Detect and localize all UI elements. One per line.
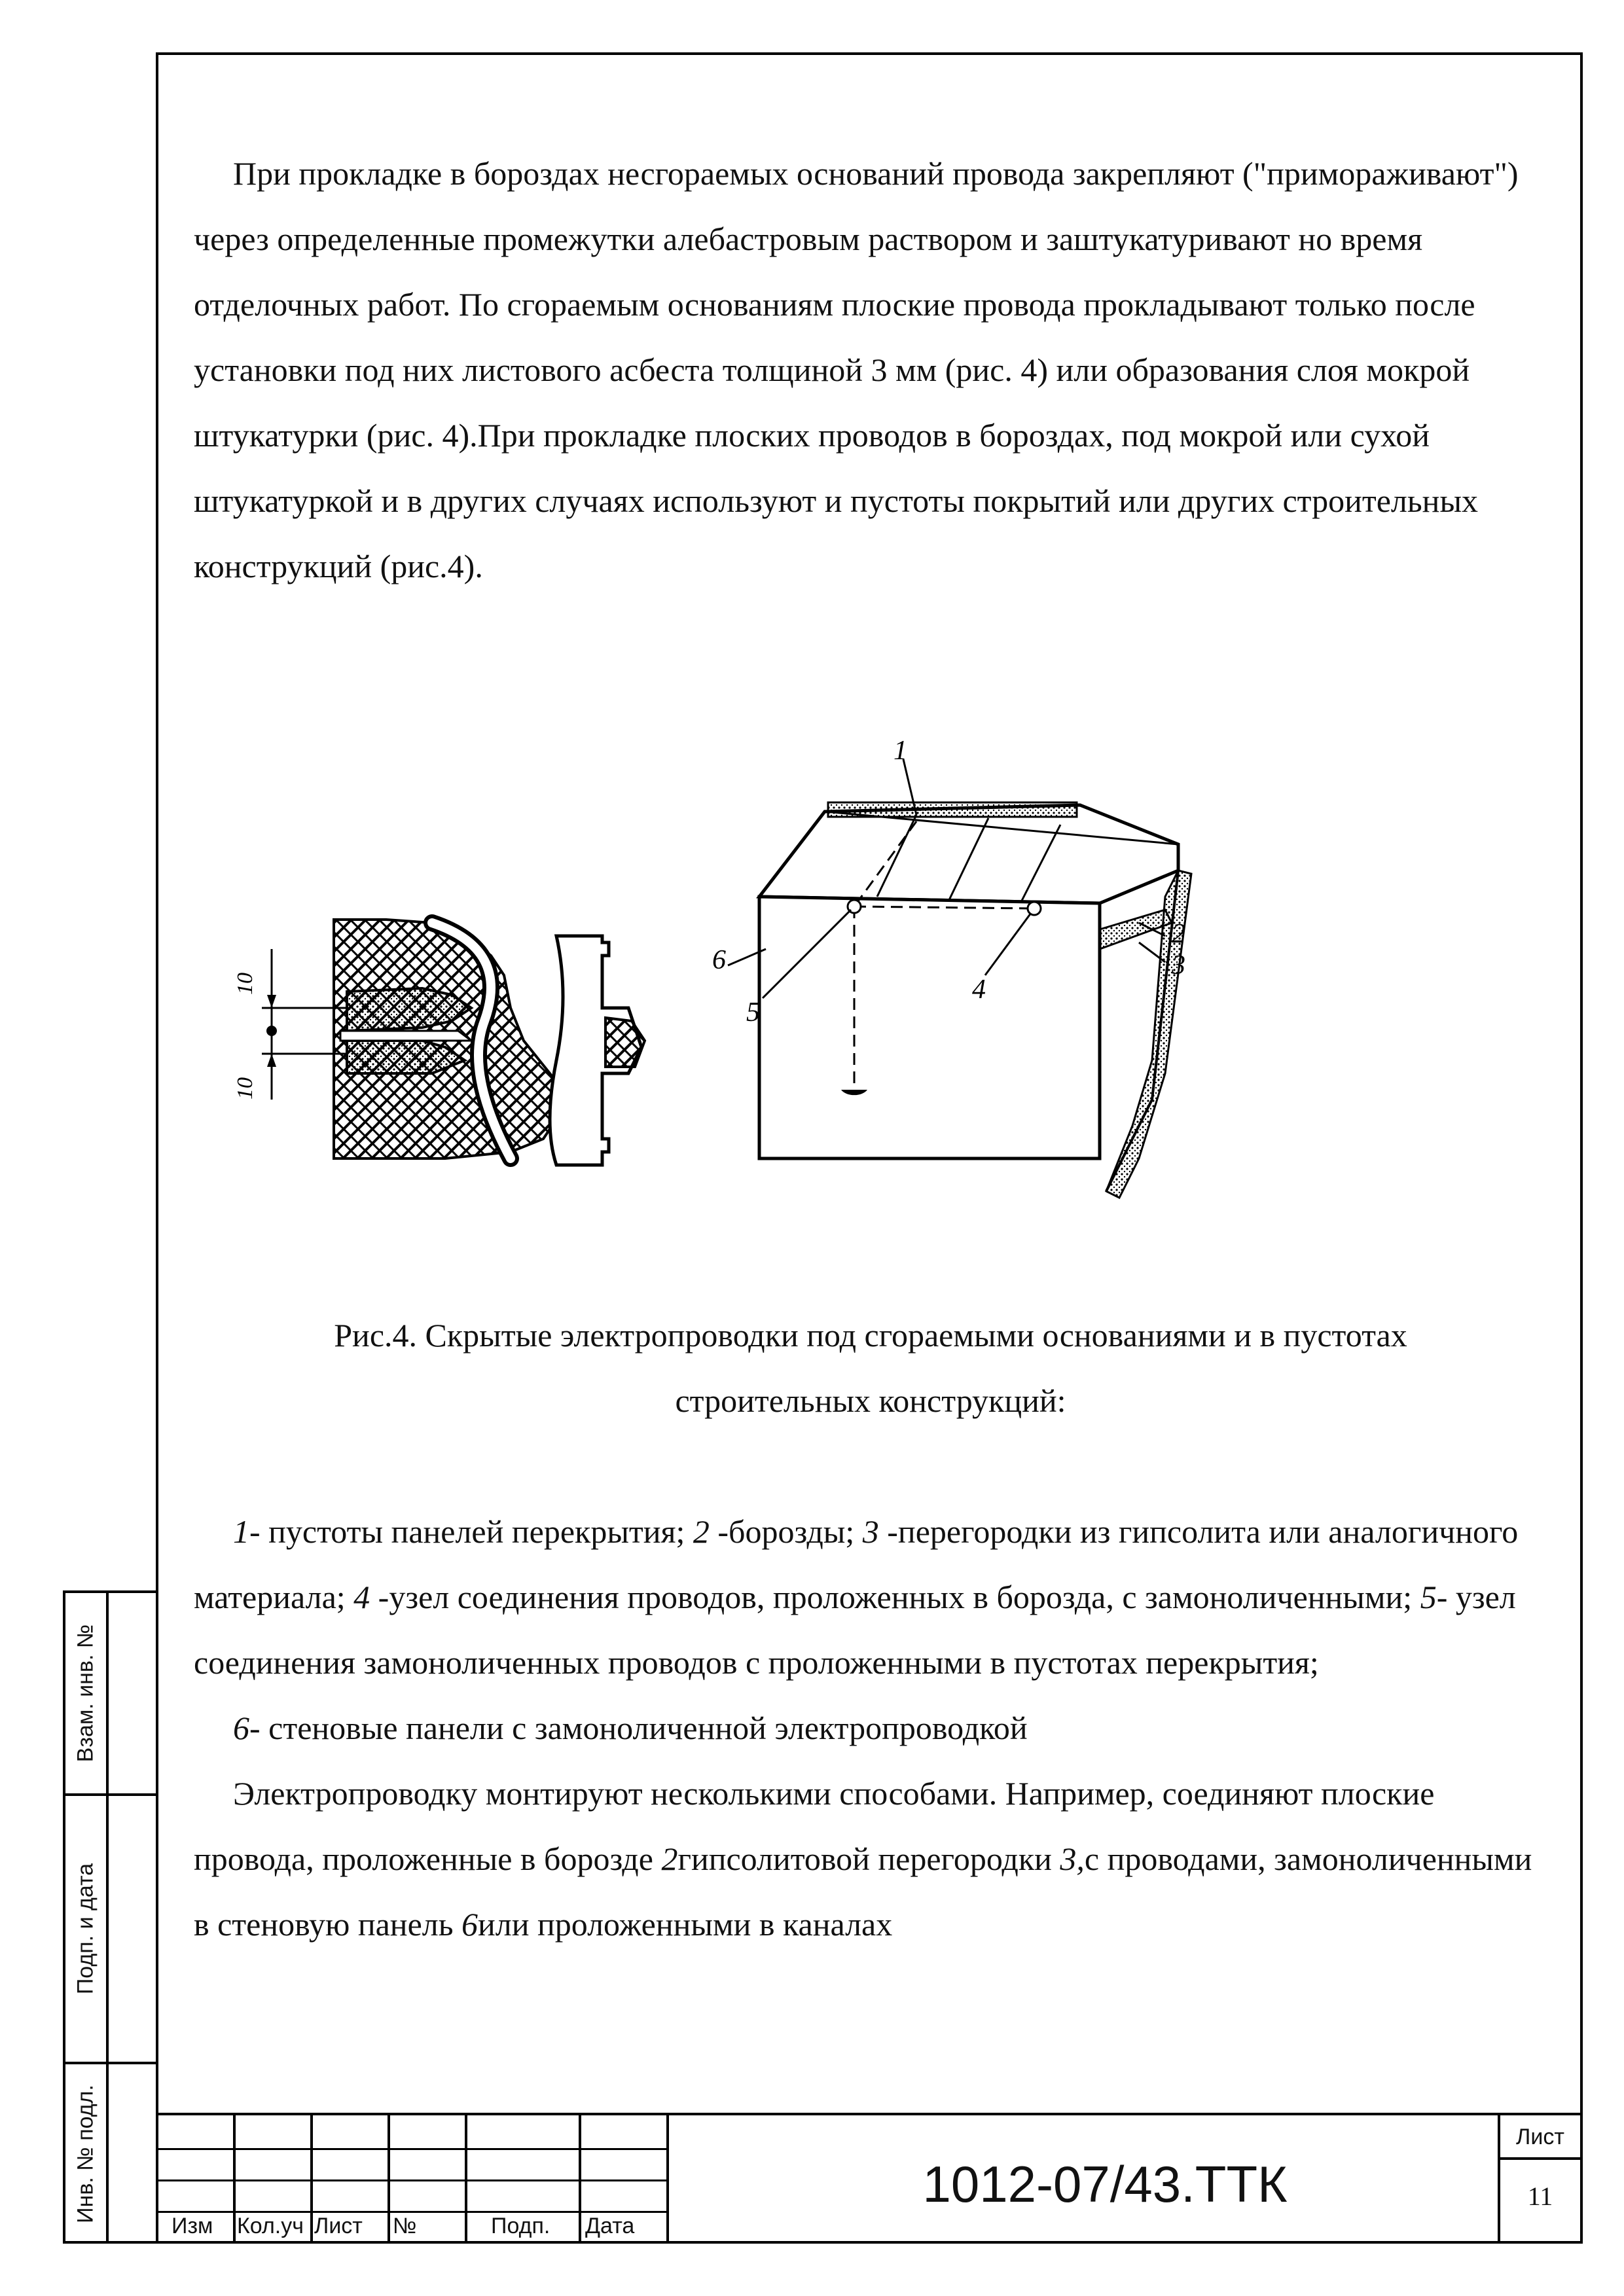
caption-line-2: строительных конструкций:: [675, 1382, 1066, 1419]
title-block: [156, 2113, 1583, 2244]
legend-num-1: 1: [233, 1513, 249, 1550]
side-label-podp: Подп. и дата: [73, 1863, 98, 1995]
figure-legend: [194, 1499, 1542, 1957]
side-label-vzam: Взам. инв. №: [73, 1624, 98, 1763]
legend-items-1-5: [194, 1499, 1542, 1695]
legend-text-4: -узел соединения проводов, проложенных в борозда, с замоноличенными;: [370, 1579, 1420, 1615]
paragraph-2-text-1: Электропроводку монтируют несколькими способами. Например, соединяют плоские провода, проложенные в борозде: [194, 1775, 1435, 1877]
paragraph-2-num-3: 3,: [1060, 1840, 1085, 1877]
fig-label-5: 5: [746, 997, 760, 1028]
caption-line-1: Рис.4. Скрытые электропроводки под сгораемыми основаниями и в пустотах: [334, 1317, 1407, 1354]
connector-box-drawing: [550, 936, 645, 1165]
legend-text-3: -перегородки из гипсолита или аналогичного материала;: [194, 1513, 1519, 1615]
paragraph-1: При прокладке в бороздах несгораемых оснований провода закрепляют ("примораживают") через определенные промежутки алебастровым раствором и заштукатуривают но время отделочных работ. По сгораемым основаниям плоские провода прокладывают только после установки под них листового асбеста толщиной 3 мм (рис. 4) или образования слоя мокрой штукатурки (рис. 4).При прокладке плоских проводов в бороздах, под мокрой или сухой штукатуркой и в других случаях используют и пустоты покрытий или других строительных конструкций (рис.4).: [194, 155, 1519, 584]
legend-text-1: - пустоты панелей перекрытия;: [249, 1513, 693, 1550]
fig-label-2: 2: [1172, 919, 1185, 949]
side-label-inv: Инв. № подл.: [73, 2085, 98, 2223]
col-izm: Изм: [171, 2214, 213, 2238]
revision-table: [156, 2115, 666, 2244]
left-section-detail: [233, 920, 569, 1158]
legend-text-2: -борозды;: [709, 1513, 863, 1550]
col-list: Лист: [314, 2214, 363, 2238]
side-cell-inv: [65, 2064, 156, 2244]
legend-num-4: 4: [353, 1579, 370, 1615]
col-kol-uch: Кол.уч: [237, 2214, 304, 2238]
fig-label-6: 6: [712, 945, 726, 975]
dim-label-bottom: 10: [233, 1077, 257, 1100]
dim-label-top: 10: [233, 973, 257, 995]
sheet-box: [1498, 2115, 1580, 2244]
paragraph-2-num-2: 2: [661, 1840, 678, 1877]
legend-text-6: - стеновые панели с замоноличенной электропроводкой: [249, 1710, 1028, 1746]
legend-num-5: 5: [1420, 1579, 1437, 1615]
side-cell-podp: [65, 1796, 156, 2064]
paragraph-2-text-4: или проложенными в каналах: [478, 1906, 893, 1943]
fig-label-4: 4: [972, 975, 986, 1005]
side-cell-vzam: [65, 1593, 156, 1796]
col-number: №: [393, 2214, 417, 2238]
intro-paragraph: [194, 141, 1542, 599]
side-stamp: [63, 1590, 156, 2244]
figure-drawing: [233, 733, 1257, 1250]
paragraph-2-num-6: 6: [461, 1906, 478, 1943]
legend-num-3: 3: [862, 1513, 879, 1550]
col-podp: Подп.: [491, 2214, 550, 2238]
fig-label-3: 3: [1172, 950, 1185, 980]
fig-label-1: 1: [893, 736, 907, 766]
paragraph-2-text-2: гипсолитовой перегородки: [677, 1840, 1060, 1877]
legend-item-6: [194, 1695, 1542, 1761]
paragraph-2-text-3: с проводами, замоноличенными в стеновую панель: [194, 1840, 1532, 1943]
figure-caption: [196, 1302, 1545, 1433]
legend-text-5: - узел соединения замоноличенных проводов с проложенными в пустотах перекрытия;: [194, 1579, 1516, 1681]
legend-num-6: 6: [233, 1710, 249, 1746]
legend-num-2: 2: [693, 1513, 710, 1550]
document-code: 1012-07/43.ТТК: [922, 2155, 1288, 2213]
sheet-number: 11: [1527, 2181, 1553, 2211]
figure-4: [233, 733, 1257, 1250]
sheet-label: Лист: [1516, 2125, 1564, 2149]
panel-assembly-drawing: [712, 736, 1191, 1198]
col-data: Дата: [585, 2214, 635, 2238]
paragraph-2: [194, 1761, 1542, 1957]
